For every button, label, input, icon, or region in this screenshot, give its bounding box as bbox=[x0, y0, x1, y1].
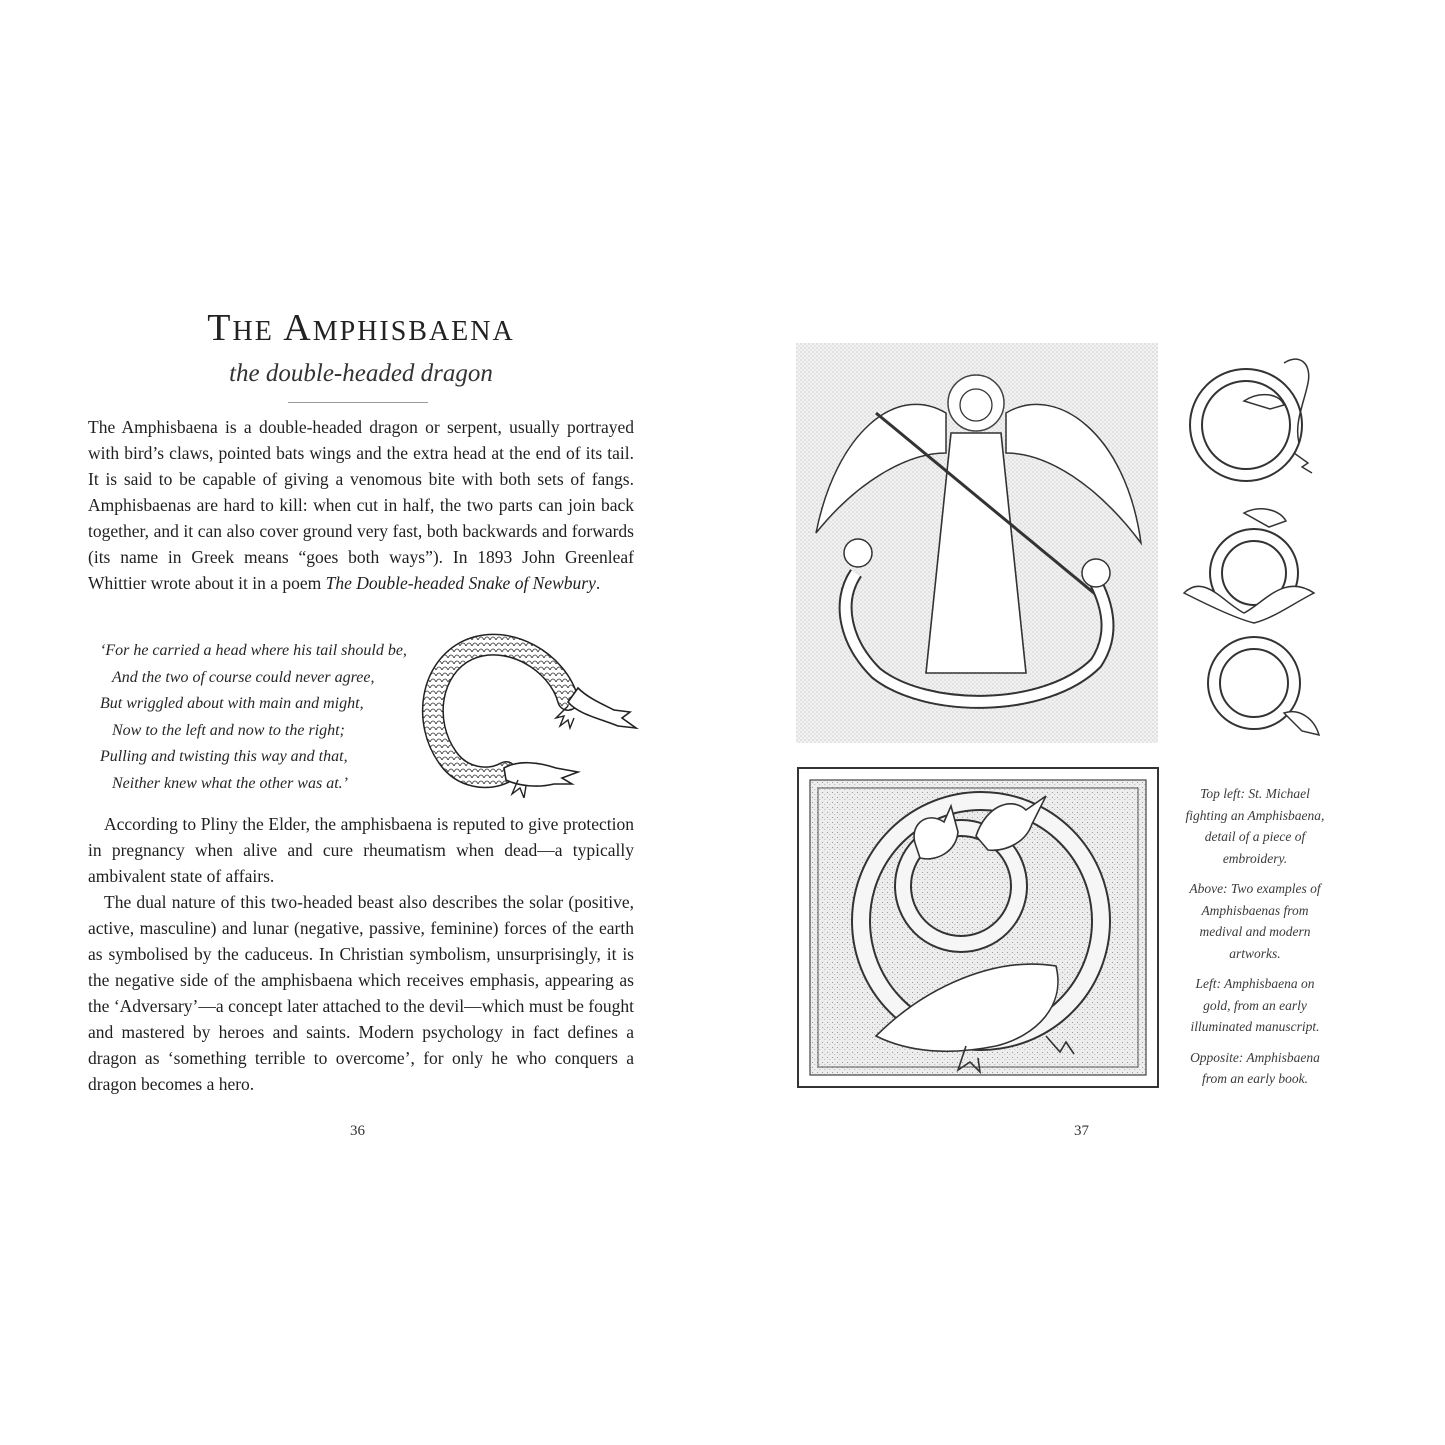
poem-line: Now to the left and now to the right; bbox=[112, 721, 345, 739]
poem-title: The Double-headed Snake of Newbury bbox=[325, 573, 596, 593]
caption-above: Above: Two examples of Amphisbaenas from medival and modern artworks. bbox=[1189, 881, 1321, 961]
poem-line: Neither knew what the other was at.’ bbox=[112, 774, 348, 792]
page-title bbox=[88, 306, 634, 350]
caption-left: Left: Amphisbaena on gold, from an early illuminated manuscript. bbox=[1190, 976, 1320, 1034]
st-michael-embroidery-illustration bbox=[796, 343, 1158, 743]
paragraph-pliny: According to Pliny the Elder, the amphisbaena is reputed to give protection in pregnancy when alive and cure rheumatism when dead—a typically ambivalent state of affairs. bbox=[88, 814, 634, 886]
right-page bbox=[722, 0, 1445, 1445]
title-smallcaps-rest: MPHISBAENA bbox=[312, 316, 515, 347]
paragraph-intro-end: . bbox=[595, 573, 601, 593]
figure-eight-amphisbaena-illustration bbox=[1174, 503, 1324, 748]
page-number-left: 36 bbox=[350, 1123, 365, 1139]
paragraph-intro-text: The Amphisbaena is a double-headed dragon or serpent, usually portrayed with bird’s claws, pointed bats wings and the extra head at the end of its tail. It is said to be capable of giving a venomous bite with both sets of fangs. Amphisbaenas are hard to kill: when cut in half, the two parts can join back together, and it can also cover ground very fast, both backwards and forwards (its name in Greek means “goes both ways”). In 1893 John Greenleaf Whittier wrote about it in a poem bbox=[88, 417, 634, 593]
title-divider bbox=[288, 402, 428, 403]
paragraph-intro bbox=[88, 414, 634, 596]
caption-opposite: Opposite: Amphisbaena from an early book. bbox=[1190, 1049, 1320, 1086]
title-initial-t: T bbox=[207, 307, 233, 349]
figure-captions bbox=[1182, 783, 1328, 1099]
title-smallcaps-he: HE bbox=[232, 316, 274, 347]
serpent-illustration bbox=[418, 622, 644, 798]
poem-line: ‘For he carried a head where his tail should be, bbox=[100, 642, 407, 659]
title-initial-a: A bbox=[283, 307, 313, 349]
ring-amphisbaena-illustration bbox=[1184, 343, 1322, 498]
left-page bbox=[0, 0, 722, 1445]
caption-top-left: Top left: St. Michael fighting an Amphisbaena, detail of a piece of embroidery. bbox=[1185, 786, 1325, 866]
poem-line: But wriggled about with main and might, bbox=[100, 695, 364, 712]
illuminated-manuscript-amphisbaena-illustration bbox=[796, 766, 1160, 1089]
poem-line: And the two of course could never agree, bbox=[112, 668, 375, 686]
page-subtitle: the double-headed dragon bbox=[229, 360, 493, 387]
poem-quote bbox=[100, 638, 430, 797]
paragraph-dual-nature: The dual nature of this two-headed beast also describes the solar (positive, active, masculine) and lunar (negative, passive, feminine) forces of the earth as symbolised by the caduceus. In Christian symbolism, unsurprisingly, it is the negative side of the amphisbaena which receives emphasis, appearing as the ‘Adversary’—a concept later attached to the devil—which must be fought and mastered by heroes and saints. Modern psychology in fact defines a dragon as ‘something terrible to overcome’, for only he who conquers a dragon becomes a hero. bbox=[88, 892, 634, 1094]
page-number-right: 37 bbox=[1074, 1123, 1089, 1139]
poem-line: Pulling and twisting this way and that, bbox=[100, 748, 348, 765]
